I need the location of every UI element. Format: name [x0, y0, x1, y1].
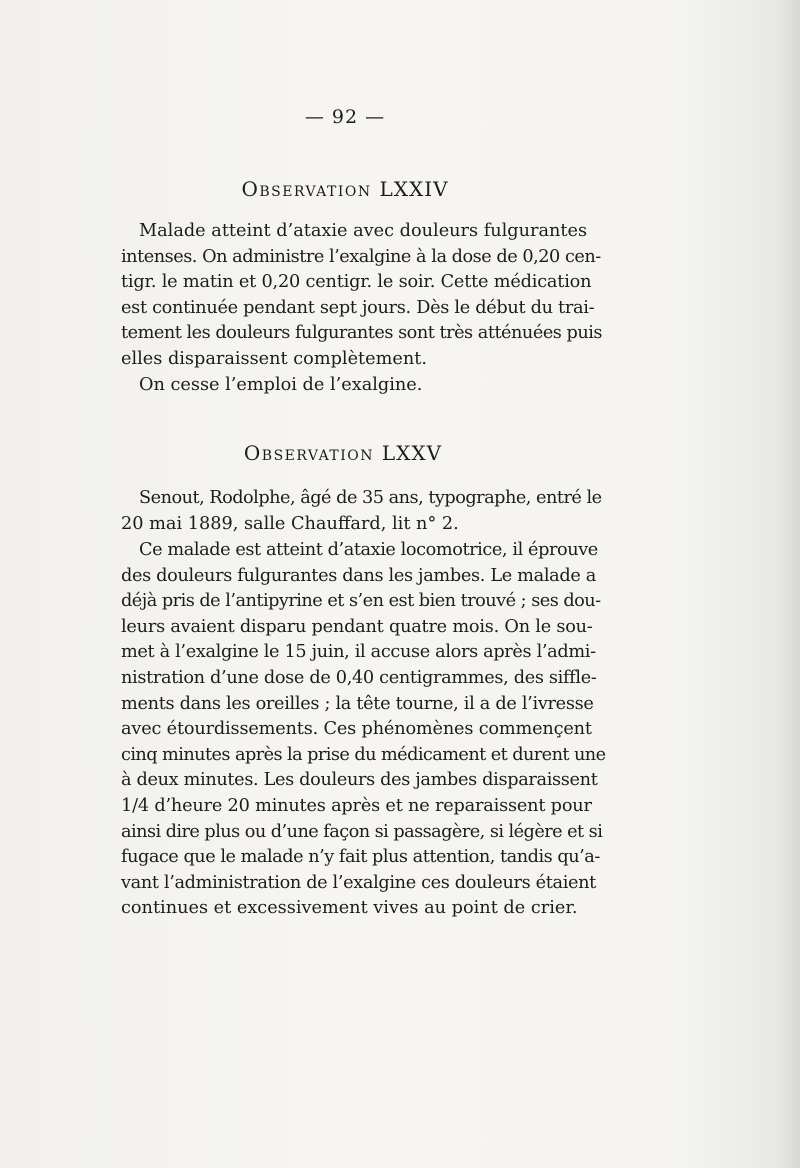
- text-line: cinq minutes après la prise du médicament et durent une: [121, 744, 606, 765]
- text-line: Ce malade est atteint d’ataxie locomotrice, il éprouve: [139, 540, 598, 560]
- text-line: Senout, Rodolphe, âgé de 35 ans, typographe, entré le: [139, 488, 602, 508]
- observation-lxxv-paragraph-2: [103, 538, 606, 922]
- text-line: avec étourdissements. Ces phénomènes commençent: [121, 719, 592, 740]
- text-line: ments dans les oreilles ; la tête tourne, il a de l’ivresse: [121, 693, 594, 714]
- observation-title-lxxiv: [0, 177, 690, 201]
- observation-title-lxxv: [0, 441, 686, 465]
- text-line: intenses. On administre l’exalgine à la dose de 0,20 cen-: [121, 246, 601, 267]
- observation-lxxv-paragraph-1: [103, 486, 602, 537]
- observation-lxxiv-paragraph-1: [103, 219, 602, 373]
- text-line: nistration d’une dose de 0,40 centigrammes, des siffle-: [121, 667, 597, 688]
- text-line: Malade atteint d’ataxie avec douleurs fulgurantes: [139, 221, 588, 241]
- observation-title-number: LXXV: [381, 441, 443, 465]
- text-line: est continuée pendant sept jours. Dès le début du trai-: [121, 297, 595, 318]
- text-line: des douleurs fulgurantes dans les jambes. Le malade a: [121, 565, 597, 586]
- text-line: 1/4 d’heure 20 minutes après et ne reparaissent pour: [121, 795, 592, 816]
- observation-title-word: Observation: [243, 441, 375, 465]
- text-line: tigr. le matin et 0,20 centigr. le soir. Cette médication: [121, 272, 592, 293]
- text-line: déjà pris de l’antipyrine et s’en est bien trouvé ; ses dou-: [121, 591, 601, 612]
- page-number: — 92 —: [304, 106, 386, 128]
- text-line: tement les douleurs fulgurantes sont très atténuées puis: [121, 323, 602, 344]
- text-line: vant l’administration de l’exalgine ces douleurs étaient: [121, 872, 596, 893]
- text-line: met à l’exalgine le 15 juin, il accuse alors après l’admi-: [121, 642, 596, 663]
- text-line: continues et excessivement vives au point de crier.: [121, 898, 578, 919]
- text-line: 20 mai 1889, salle Chauffard, lit n° 2.: [121, 513, 459, 534]
- observation-title-word: Observation: [241, 177, 372, 201]
- text-line: elles disparaissent complètement.: [121, 348, 427, 369]
- text-line: fugace que le malade n’y fait plus attention, tandis qu’a-: [121, 847, 600, 868]
- text-line: leurs avaient disparu pendant quatre mois. On le sou-: [121, 616, 593, 637]
- text-line: ainsi dire plus ou d’une façon si passagère, si légère et si: [121, 821, 603, 842]
- text-line: à deux minutes. Les douleurs des jambes disparaissent: [121, 770, 598, 791]
- observation-lxxiv-paragraph-2: [103, 373, 586, 399]
- observation-title-number: LXXIV: [379, 177, 449, 201]
- text-line: On cesse l’emploi de l’exalgine.: [139, 375, 423, 395]
